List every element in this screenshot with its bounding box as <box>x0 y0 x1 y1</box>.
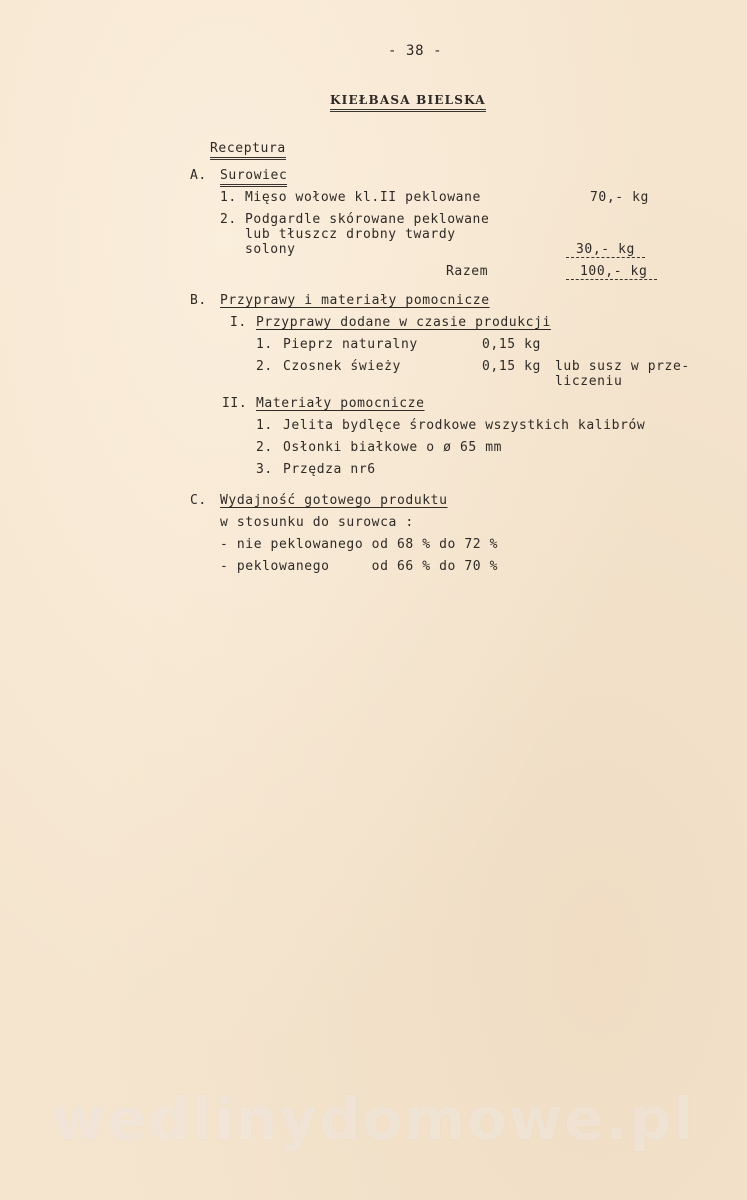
yield-line-1: - nie peklowanego od 68 % do 72 % <box>220 537 499 552</box>
yield-line-2: - peklowanego od 66 % do 70 % <box>220 559 499 574</box>
spice-1-num: 1. <box>256 337 273 352</box>
section-b-heading: Przyprawy i materiały pomocnicze <box>220 293 490 308</box>
spice-2-amount: 0,15 kg <box>482 359 541 374</box>
section-a-item-2-amount: 30,- kg <box>566 242 645 258</box>
section-c-letter: C. <box>190 493 207 508</box>
section-b-sub2-roman: II. <box>222 396 248 411</box>
total-amount: 100,- kg <box>566 264 657 280</box>
section-a-item-1-num: 1. <box>220 190 237 205</box>
section-a-item-2-line-2: lub tłuszcz drobny twardy <box>245 227 456 242</box>
section-a-item-1-name: Mięso wołowe kl.II peklowane <box>245 190 481 205</box>
watermark: wedlinydomowe.pl <box>51 1085 696 1153</box>
spice-2-note-line-2: liczeniu <box>555 374 623 389</box>
section-a-heading: Surowiec <box>220 168 287 187</box>
material-2-num: 2. <box>256 440 273 455</box>
section-a-item-1-amount: 70,- kg <box>590 190 649 205</box>
spice-2-name: Czosnek świeży <box>283 359 401 374</box>
total-label: Razem <box>446 264 489 279</box>
material-1-num: 1. <box>256 418 273 433</box>
spice-2-num: 2. <box>256 359 273 374</box>
section-b-sub1-heading: Przyprawy dodane w czasie produkcji <box>256 315 551 330</box>
material-3-name: Przędza nr6 <box>283 462 376 477</box>
section-a-item-2-line-3: solony <box>245 242 296 257</box>
spice-1-name: Pieprz naturalny <box>283 337 418 352</box>
spice-2-note-line-1: lub susz w prze- <box>555 359 690 374</box>
material-2-name: Osłonki białkowe o ø 65 mm <box>283 440 503 455</box>
recipe-heading: Receptura <box>210 141 286 160</box>
material-3-num: 3. <box>256 462 273 477</box>
material-1-name: Jelita bydlęce środkowe wszystkich kalibrów <box>283 418 646 433</box>
section-b-sub2-heading: Materiały pomocnicze <box>256 396 425 411</box>
section-a-item-2-line-1: Podgardle skórowane peklowane <box>245 212 490 227</box>
section-a-letter: A. <box>190 168 207 183</box>
section-b-letter: B. <box>190 293 207 308</box>
section-a-item-2-num: 2. <box>220 212 237 227</box>
section-b-sub1-roman: I. <box>230 315 247 330</box>
section-c-heading: Wydajność gotowego produktu <box>220 493 448 508</box>
yield-intro: w stosunku do surowca : <box>220 515 414 530</box>
page-number: - 38 - <box>388 43 443 59</box>
document-title: KIEŁBASA BIELSKA <box>330 93 486 112</box>
spice-1-amount: 0,15 kg <box>482 337 541 352</box>
